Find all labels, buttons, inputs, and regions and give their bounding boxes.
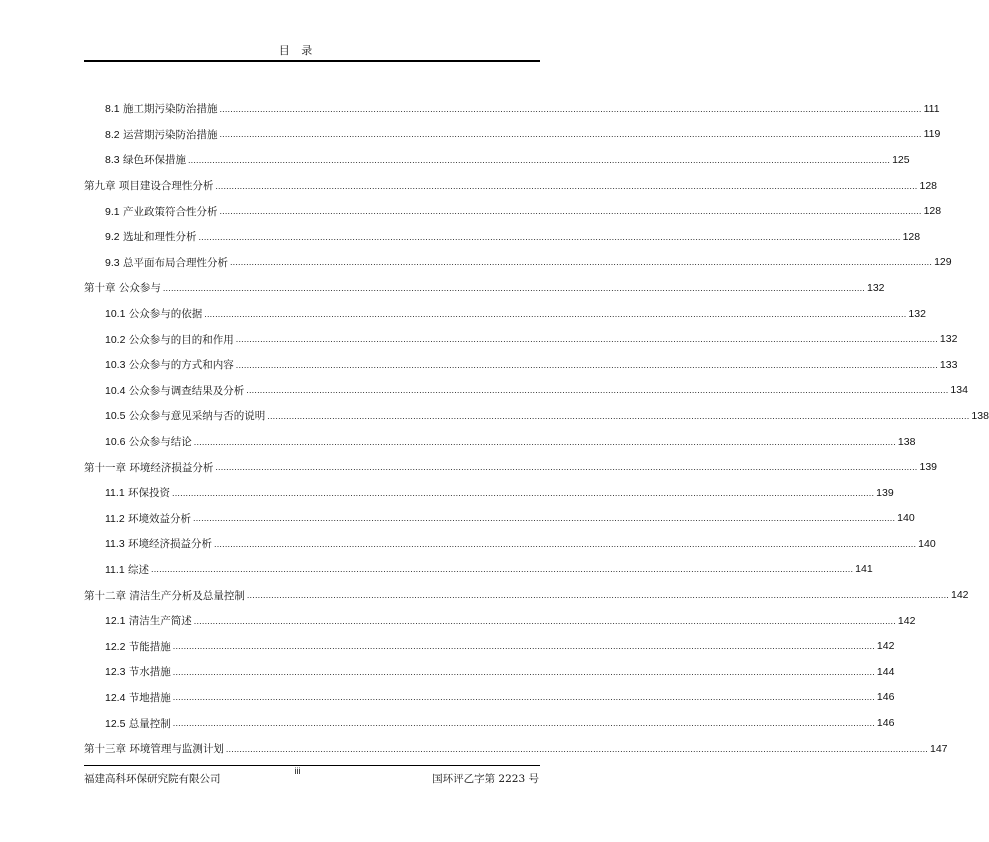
toc-entry-text: 第十一章 环境经济损益分析 — [84, 461, 214, 474]
toc-entry[interactable] — [84, 454, 938, 480]
toc-entry-text: 选址和理性分析 — [122, 231, 197, 244]
toc-entry-page: 142 — [950, 589, 969, 602]
toc-entry-title — [105, 613, 192, 628]
toc-entry[interactable] — [84, 96, 940, 122]
toc-entry-title — [105, 306, 202, 321]
toc-dot-leader: .................................................................................................................................................................................................................................................................... — [246, 385, 949, 396]
toc-entry-number: 11.1 — [105, 563, 125, 576]
toc-entry-number: 11.1 — [105, 487, 125, 500]
toc-entry-text: 公众参与意见采纳与否的说明 — [128, 410, 266, 423]
toc-entry-number: 11.2 — [105, 512, 125, 525]
toc-entry-page: 132 — [939, 333, 958, 346]
toc-entry-page: 125 — [892, 153, 910, 166]
toc-entry[interactable] — [84, 250, 952, 276]
toc-entry-title — [105, 357, 234, 372]
table-of-contents — [84, 96, 989, 761]
toc-dot-leader: .................................................................................................................................................................................................................................................................... — [225, 743, 928, 754]
toc-entry-number: 10.3 — [105, 359, 126, 372]
toc-entry-title — [105, 408, 265, 423]
toc-entry-title — [84, 741, 224, 756]
toc-dot-leader: .................................................................................................................................................................................................................................................................... — [193, 436, 896, 447]
toc-dot-leader: .................................................................................................................................................................................................................................................................... — [215, 180, 918, 191]
toc-entry-text: 第十二章 清洁生产分析及总量控制 — [84, 589, 245, 602]
toc-entry[interactable] — [84, 531, 936, 557]
toc-entry[interactable] — [84, 582, 969, 608]
toc-entry[interactable] — [84, 147, 910, 173]
toc-entry-number: 10.2 — [105, 333, 126, 346]
toc-entry-title — [105, 664, 171, 679]
toc-entry-page: 119 — [923, 128, 941, 141]
toc-entry-text: 总量控制 — [128, 717, 171, 730]
toc-entry-text: 总平面布局合理性分析 — [122, 256, 228, 269]
toc-entry-page: 138 — [971, 409, 989, 422]
toc-entry-title — [105, 255, 228, 270]
footer-organization: 福建高科环保研究院有限公司 — [84, 773, 221, 785]
toc-entry-title — [105, 690, 171, 705]
toc-entry[interactable] — [84, 198, 942, 224]
toc-entry-page: 142 — [876, 640, 895, 653]
toc-entry-page: 140 — [897, 512, 915, 525]
toc-entry[interactable] — [84, 122, 941, 148]
toc-entry[interactable] — [84, 633, 895, 659]
toc-entry-title — [84, 178, 213, 193]
toc-entry[interactable] — [84, 224, 921, 250]
toc-entry-text: 绿色环保措施 — [122, 154, 186, 167]
toc-entry-number: 11.3 — [105, 538, 125, 551]
toc-entry-text: 公众参与的方式和内容 — [128, 359, 234, 372]
toc-entry-number: 12.3 — [105, 666, 126, 679]
toc-entry-title — [84, 280, 161, 295]
toc-entry-page: 128 — [919, 179, 938, 192]
header-divider — [84, 60, 540, 62]
toc-entry-page: 111 — [923, 102, 940, 115]
toc-entry[interactable] — [84, 659, 895, 685]
toc-entry[interactable] — [84, 403, 989, 429]
toc-entry-number: 10.4 — [105, 384, 126, 397]
toc-entry-number: 12.2 — [105, 640, 126, 653]
toc-entry[interactable] — [84, 710, 895, 736]
toc-entry-number: 10.5 — [105, 410, 126, 423]
toc-entry-text: 第十三章 环境管理与监测计划 — [84, 743, 224, 756]
toc-entry-text: 公众参与结论 — [128, 436, 192, 449]
toc-dot-leader: .................................................................................................................................................................................................................................................................... — [219, 206, 922, 217]
toc-entry-title — [105, 562, 149, 577]
toc-dot-leader: .................................................................................................................................................................................................................................................................... — [235, 359, 938, 370]
toc-entry-text: 节水措施 — [128, 666, 171, 679]
toc-entry-page: 140 — [918, 537, 936, 550]
toc-entry-title — [105, 511, 191, 526]
toc-entry-title — [105, 229, 196, 244]
footer-license-number: 国环评乙字第 2223 号 — [432, 773, 539, 785]
toc-dot-leader: .................................................................................................................................................................................................................................................................... — [229, 257, 933, 268]
toc-entry-title — [105, 204, 217, 219]
toc-entry[interactable] — [84, 557, 873, 583]
toc-entry-title — [105, 332, 234, 347]
toc-entry[interactable] — [84, 480, 894, 506]
toc-entry-page: 128 — [902, 230, 921, 243]
toc-entry-number: 9.3 — [105, 256, 120, 269]
toc-entry-text: 清洁生产简述 — [128, 615, 192, 628]
toc-dot-leader: .................................................................................................................................................................................................................................................................... — [172, 666, 875, 677]
toc-entry[interactable] — [84, 173, 938, 199]
toc-entry-text: 产业政策符合性分析 — [122, 205, 218, 218]
toc-entry-text: 节地措施 — [128, 691, 171, 704]
toc-entry[interactable] — [84, 685, 895, 711]
toc-entry[interactable] — [84, 429, 916, 455]
toc-entry-title — [105, 536, 212, 551]
toc-dot-leader: .................................................................................................................................................................................................................................................................... — [204, 308, 907, 319]
toc-entry[interactable] — [84, 506, 915, 532]
toc-entry-text: 公众参与调查结果及分析 — [128, 384, 245, 397]
toc-entry-title — [105, 383, 244, 398]
toc-entry-page: 141 — [855, 563, 873, 576]
toc-entry-title — [105, 639, 171, 654]
toc-dot-leader: .................................................................................................................................................................................................................................................................... — [198, 231, 901, 242]
toc-entry-text: 节能措施 — [128, 640, 171, 653]
toc-dot-leader: .................................................................................................................................................................................................................................................................... — [219, 129, 922, 140]
toc-entry-text: 施工期污染防治措施 — [122, 103, 218, 116]
toc-entry[interactable] — [84, 301, 926, 327]
toc-dot-leader: .................................................................................................................................................................................................................................................................... — [219, 103, 922, 114]
toc-dot-leader: .................................................................................................................................................................................................................................................................... — [151, 564, 854, 575]
toc-entry-page: 138 — [897, 435, 916, 448]
toc-entry-number: 8.3 — [105, 154, 120, 167]
toc-dot-leader: .................................................................................................................................................................................................................................................................... — [172, 641, 875, 652]
toc-entry-text: 环保投资 — [128, 487, 171, 500]
toc-entry-title — [105, 716, 171, 731]
toc-entry-number: 8.1 — [105, 103, 120, 116]
toc-entry-text: 公众参与的依据 — [128, 308, 203, 321]
toc-entry-page: 142 — [897, 614, 916, 627]
toc-dot-leader: .................................................................................................................................................................................................................................................................... — [162, 282, 865, 293]
toc-entry-number: 10.1 — [105, 308, 126, 321]
toc-entry-page: 128 — [923, 205, 942, 218]
toc-entry[interactable] — [84, 608, 916, 634]
toc-entry-page: 132 — [866, 281, 885, 294]
toc-dot-leader: .................................................................................................................................................................................................................................................................... — [215, 462, 918, 473]
toc-entry-number: 12.1 — [105, 615, 126, 628]
toc-entry-title — [105, 152, 186, 167]
toc-dot-leader: .................................................................................................................................................................................................................................................................... — [172, 718, 875, 729]
toc-entry-text: 综述 — [128, 563, 150, 576]
toc-dot-leader: .................................................................................................................................................................................................................................................................... — [235, 334, 938, 345]
toc-dot-leader: .................................................................................................................................................................................................................................................................... — [187, 154, 891, 165]
toc-entry[interactable] — [84, 736, 948, 762]
toc-entry-page: 144 — [876, 665, 895, 678]
toc-entry-number: 10.6 — [105, 436, 126, 449]
toc-entry-title — [105, 485, 170, 500]
toc-entry-text: 环境经济损益分析 — [128, 538, 213, 551]
toc-entry-text: 第十章 公众参与 — [84, 282, 161, 295]
toc-entry[interactable] — [84, 378, 968, 404]
toc-entry[interactable] — [84, 275, 885, 301]
toc-entry-page: 129 — [934, 256, 952, 269]
footer-page-number: iii — [294, 766, 301, 776]
toc-entry-number: 12.4 — [105, 691, 126, 704]
toc-dot-leader: .................................................................................................................................................................................................................................................................... — [172, 487, 875, 498]
toc-entry-text: 环境效益分析 — [128, 512, 192, 525]
toc-entry-number: 9.2 — [105, 231, 120, 244]
toc-entry-page: 133 — [939, 358, 958, 371]
toc-dot-leader: .................................................................................................................................................................................................................................................................... — [214, 538, 917, 549]
toc-entry-number: 8.2 — [105, 128, 120, 141]
toc-entry-page: 146 — [876, 691, 895, 704]
toc-dot-leader: .................................................................................................................................................................................................................................................................... — [172, 692, 875, 703]
toc-entry-title — [105, 127, 217, 142]
toc-entry-text: 公众参与的目的和作用 — [128, 333, 234, 346]
toc-dot-leader: .................................................................................................................................................................................................................................................................... — [193, 513, 896, 524]
toc-entry-title — [105, 434, 192, 449]
toc-entry-text: 第九章 项目建设合理性分析 — [84, 180, 214, 193]
toc-entry-page: 134 — [950, 384, 968, 397]
toc-entry-page: 139 — [876, 486, 894, 499]
toc-entry-number: 9.1 — [105, 205, 120, 218]
toc-entry-page: 147 — [929, 742, 948, 755]
toc-dot-leader: .................................................................................................................................................................................................................................................................... — [267, 410, 970, 421]
toc-entry-title — [105, 101, 217, 116]
toc-entry-title — [84, 460, 213, 475]
toc-entry-text: 运营期污染防治措施 — [122, 128, 218, 141]
toc-entry-page: 132 — [908, 307, 926, 320]
toc-entry-number: 12.5 — [105, 717, 126, 730]
toc-entry-page: 146 — [876, 717, 895, 730]
toc-entry[interactable] — [84, 326, 958, 352]
toc-entry-page: 139 — [919, 461, 938, 474]
page-title: 目 录 — [278, 44, 317, 57]
toc-entry-title — [84, 588, 245, 603]
toc-entry[interactable] — [84, 352, 958, 378]
toc-dot-leader: .................................................................................................................................................................................................................................................................... — [246, 590, 949, 601]
toc-dot-leader: .................................................................................................................................................................................................................................................................... — [193, 615, 896, 626]
